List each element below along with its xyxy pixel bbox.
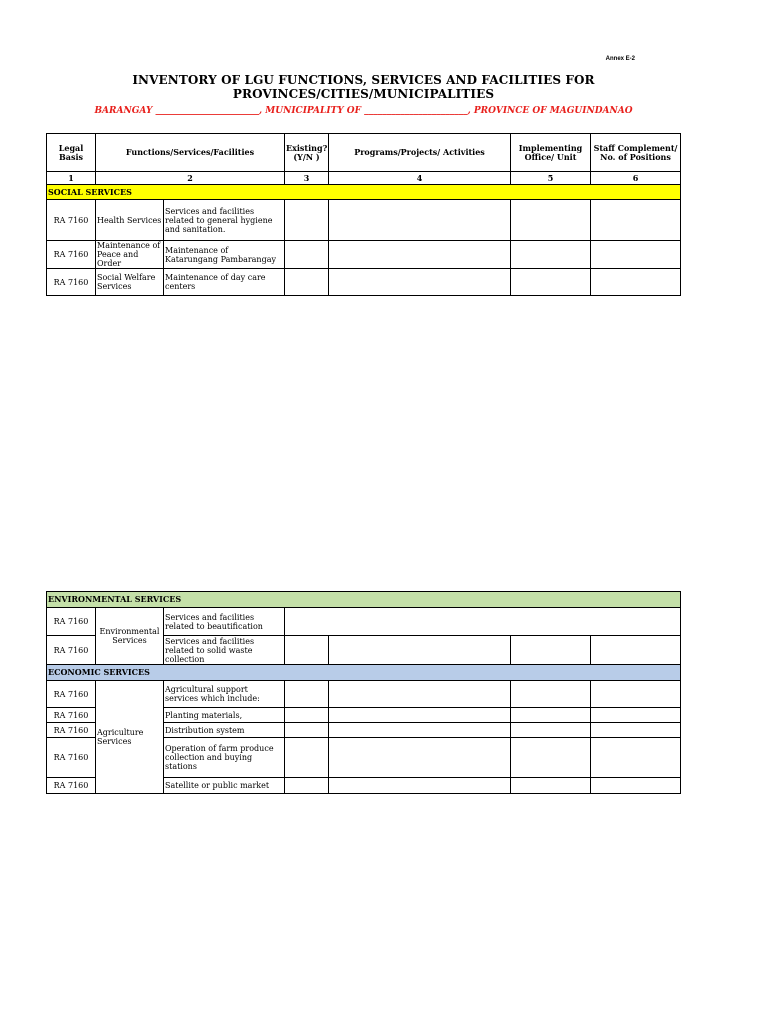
- column-number-row: [47, 172, 681, 185]
- page-subtitle: BARANGAY _______________________, MUNICIPALITY OF _______________________, PROVINCE OF MAGUINDANAO: [94, 106, 633, 116]
- header-functions: Functions/Services/Facilities: [96, 134, 285, 172]
- service-cell: Health Services: [96, 200, 164, 241]
- staff-cell[interactable]: [591, 708, 681, 723]
- programs-cell[interactable]: [329, 241, 511, 269]
- existing-cell[interactable]: [285, 738, 329, 778]
- existing-cell[interactable]: [285, 723, 329, 738]
- staff-cell[interactable]: [591, 200, 681, 241]
- page-title: INVENTORY OF LGU FUNCTIONS, SERVICES AND FACILITIES FOR PROVINCES/CITIES/MUNICIPALITIES: [132, 73, 595, 101]
- column-number: 6: [591, 172, 681, 185]
- header-legal-basis: Legal Basis: [47, 134, 96, 172]
- existing-cell[interactable]: [285, 241, 329, 269]
- section-title-social: SOCIAL SERVICES: [47, 185, 681, 200]
- programs-cell[interactable]: [329, 200, 511, 241]
- section-row-economic: [47, 665, 681, 681]
- office-cell[interactable]: [511, 681, 591, 708]
- legal-basis-cell: RA 7160: [47, 708, 96, 723]
- programs-cell[interactable]: [329, 681, 511, 708]
- legal-basis-cell: RA 7160: [47, 723, 96, 738]
- office-cell[interactable]: [511, 200, 591, 241]
- facility-cell: Services and facilities related to solid waste collection: [164, 636, 285, 665]
- facility-cell: Maintenance of day care centers: [164, 269, 285, 296]
- service-cell: Agriculture Services: [96, 681, 164, 794]
- programs-cell[interactable]: [329, 708, 511, 723]
- staff-cell[interactable]: [591, 738, 681, 778]
- header-row: [47, 134, 681, 172]
- column-number: 5: [511, 172, 591, 185]
- section-title-economic: ECONOMIC SERVICES: [47, 665, 681, 681]
- office-cell[interactable]: [511, 241, 591, 269]
- existing-cell[interactable]: [285, 269, 329, 296]
- office-cell[interactable]: [511, 636, 591, 665]
- existing-cell[interactable]: [285, 778, 329, 794]
- legal-basis-cell: RA 7160: [47, 681, 96, 708]
- column-number: 4: [329, 172, 511, 185]
- staff-cell[interactable]: [591, 269, 681, 296]
- existing-cell[interactable]: [285, 636, 329, 665]
- office-cell[interactable]: [511, 778, 591, 794]
- merged-entry-cell[interactable]: [285, 608, 681, 636]
- facility-cell: Services and facilities related to general hygiene and sanitation.: [164, 200, 285, 241]
- existing-cell[interactable]: [285, 708, 329, 723]
- column-number: 3: [285, 172, 329, 185]
- facility-cell: Agricultural support services which include:: [164, 681, 285, 708]
- header-office: Implementing Office/ Unit: [511, 134, 591, 172]
- programs-cell[interactable]: [329, 269, 511, 296]
- facility-cell: Services and facilities related to beautification: [164, 608, 285, 636]
- column-number: 2: [96, 172, 285, 185]
- staff-cell[interactable]: [591, 723, 681, 738]
- office-cell[interactable]: [511, 708, 591, 723]
- table-row: [47, 608, 681, 636]
- legal-basis-cell: RA 7160: [47, 269, 96, 296]
- facility-cell: Planting materials,: [164, 708, 285, 723]
- legal-basis-cell: RA 7160: [47, 778, 96, 794]
- office-cell[interactable]: [511, 723, 591, 738]
- programs-cell[interactable]: [329, 723, 511, 738]
- legal-basis-cell: RA 7160: [47, 241, 96, 269]
- existing-cell[interactable]: [285, 681, 329, 708]
- header-existing: Existing? (Y/N ): [285, 134, 329, 172]
- service-cell: Maintenance of Peace and Order: [96, 241, 164, 269]
- programs-cell[interactable]: [329, 636, 511, 665]
- staff-cell[interactable]: [591, 681, 681, 708]
- annex-label: Annex E-2: [605, 56, 635, 62]
- header-programs: Programs/Projects/ Activities: [329, 134, 511, 172]
- programs-cell[interactable]: [329, 778, 511, 794]
- inventory-table-social: [46, 133, 681, 296]
- programs-cell[interactable]: [329, 738, 511, 778]
- service-cell: Environmental Services: [96, 608, 164, 665]
- staff-cell[interactable]: [591, 778, 681, 794]
- facility-cell: Maintenance of Katarungang Pambarangay: [164, 241, 285, 269]
- facility-cell: Operation of farm produce collection and buying stations: [164, 738, 285, 778]
- facility-cell: Distribution system: [164, 723, 285, 738]
- legal-basis-cell: RA 7160: [47, 636, 96, 665]
- legal-basis-cell: RA 7160: [47, 738, 96, 778]
- facility-cell: Satellite or public market: [164, 778, 285, 794]
- section-row-social: [47, 185, 681, 200]
- inventory-table-environmental-economic: [46, 591, 681, 794]
- office-cell[interactable]: [511, 269, 591, 296]
- legal-basis-cell: RA 7160: [47, 200, 96, 241]
- table-row: [47, 681, 681, 708]
- staff-cell[interactable]: [591, 636, 681, 665]
- existing-cell[interactable]: [285, 200, 329, 241]
- staff-cell[interactable]: [591, 241, 681, 269]
- section-title-environmental: ENVIRONMENTAL SERVICES: [47, 592, 681, 608]
- table-row: [47, 269, 681, 296]
- service-cell: Social Welfare Services: [96, 269, 164, 296]
- section-row-environmental: [47, 592, 681, 608]
- column-number: 1: [47, 172, 96, 185]
- legal-basis-cell: RA 7160: [47, 608, 96, 636]
- office-cell[interactable]: [511, 738, 591, 778]
- table-row: [47, 241, 681, 269]
- table-row: [47, 200, 681, 241]
- header-staff: Staff Complement/ No. of Positions: [591, 134, 681, 172]
